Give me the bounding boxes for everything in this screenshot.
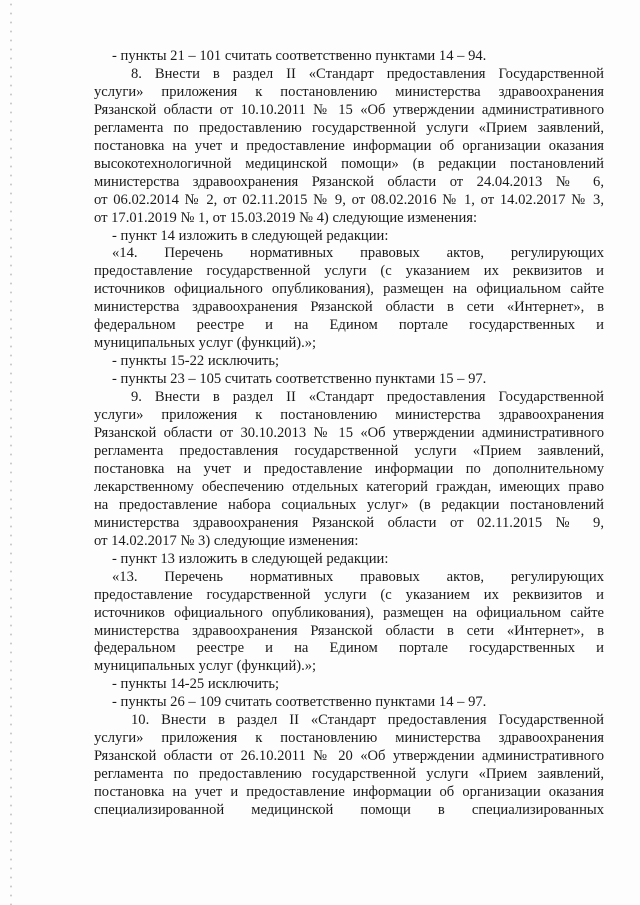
text-line: услуги» приложения к постановлению министерства здравоохранения — [94, 407, 604, 424]
text-line: от 14.02.2017 № 3) следующие изменения: — [94, 532, 359, 549]
text-line: 9. Внести в раздел II «Стандарт предоставления Государственной — [131, 389, 604, 406]
text-line: 10. Внести в раздел II «Стандарт предоставления Государственной — [131, 712, 604, 729]
text-line: от 17.01.2019 № 1, от 15.03.2019 № 4) следующие изменения: — [94, 209, 478, 226]
text-line: постановка на учет и предоставление информации об организации оказания — [94, 137, 604, 154]
text-line: «14. Перечень нормативных правовых актов, регулирующих — [112, 245, 604, 262]
text-line: муниципальных услуг (функций).»; — [94, 335, 317, 352]
text-line: - пункт 13 изложить в следующей редакции: — [112, 550, 389, 567]
document-body — [94, 48, 604, 820]
text-line: регламента по предоставлению государственной услуги «Прием заявлений, — [94, 766, 604, 783]
text-line: министерства здравоохранения Рязанской области от 24.04.2013 № 6, — [94, 173, 604, 190]
text-line: специализированной медицинской помощи в специализированных — [94, 802, 604, 819]
text-line: - пункты 15-22 исключить; — [112, 353, 280, 370]
text-line: 8. Внести в раздел II «Стандарт предоставления Государственной — [131, 65, 604, 82]
text-line: предоставление государственной услуги (с указанием их реквизитов и — [94, 586, 604, 603]
text-line: регламента предоставления государственной услуги «Прием заявлений, — [94, 442, 604, 459]
text-line: - пункты 14-25 исключить; — [112, 676, 280, 693]
text-line: - пункт 14 изложить в следующей редакции: — [112, 227, 389, 244]
text-line: Рязанской области от 30.10.2013 № 15 «Об утверждении административного — [94, 425, 604, 442]
text-line: федеральном реестре и на Едином портале государственных и — [94, 317, 604, 334]
text-line: «13. Перечень нормативных правовых актов, регулирующих — [112, 568, 604, 585]
scan-margin-dots — [8, 0, 14, 905]
text-line: постановка на учет и предоставление информации по дополнительному — [94, 460, 604, 477]
text-line: министерства здравоохранения Рязанской области в сети «Интернет», в — [94, 299, 604, 316]
text-line: предоставление государственной услуги (с указанием их реквизитов и — [94, 263, 604, 280]
text-line: Рязанской области от 26.10.2011 № 20 «Об утверждении административного — [94, 748, 604, 765]
text-line: - пункты 21 – 101 считать соответственно пунктами 14 – 94. — [112, 48, 487, 64]
text-line: министерства здравоохранения Рязанской области от 02.11.2015 № 9, — [94, 514, 604, 531]
text-line: Рязанской области от 10.10.2011 № 15 «Об утверждении административного — [94, 101, 604, 118]
text-line: услуги» приложения к постановлению министерства здравоохранения — [94, 83, 604, 100]
text-line: на предоставление набора социальных услуг» (в редакции постановлений — [94, 496, 604, 513]
text-line: источников официального опубликования), размещен на официальном сайте — [94, 281, 604, 298]
text-line: высокотехнологичной медицинской помощи» (в редакции постановлений — [94, 155, 604, 172]
text-line: муниципальных услуг (функций).»; — [94, 658, 317, 675]
text-line: министерства здравоохранения Рязанской области в сети «Интернет», в — [94, 622, 604, 639]
text-line: источников официального опубликования), размещен на официальном сайте — [94, 604, 604, 621]
text-line: от 06.02.2014 № 2, от 02.11.2015 № 9, от 08.02.2016 № 1, от 14.02.2017 № 3, — [94, 191, 604, 208]
text-line: - пункты 26 – 109 считать соответственно пунктами 14 – 97. — [112, 694, 487, 711]
text-line: - пункты 23 – 105 считать соответственно пунктами 15 – 97. — [112, 371, 487, 388]
text-line: лекарственному обеспечению отдельных категорий граждан, имеющих право — [94, 478, 604, 495]
text-line: услуги» приложения к постановлению министерства здравоохранения — [94, 730, 604, 747]
text-line: федеральном реестре и на Едином портале государственных и — [94, 640, 604, 657]
text-line: регламента по предоставлению государственной услуги «Прием заявлений, — [94, 119, 604, 136]
text-line: постановка на учет и предоставление информации об организации оказания — [94, 784, 604, 801]
